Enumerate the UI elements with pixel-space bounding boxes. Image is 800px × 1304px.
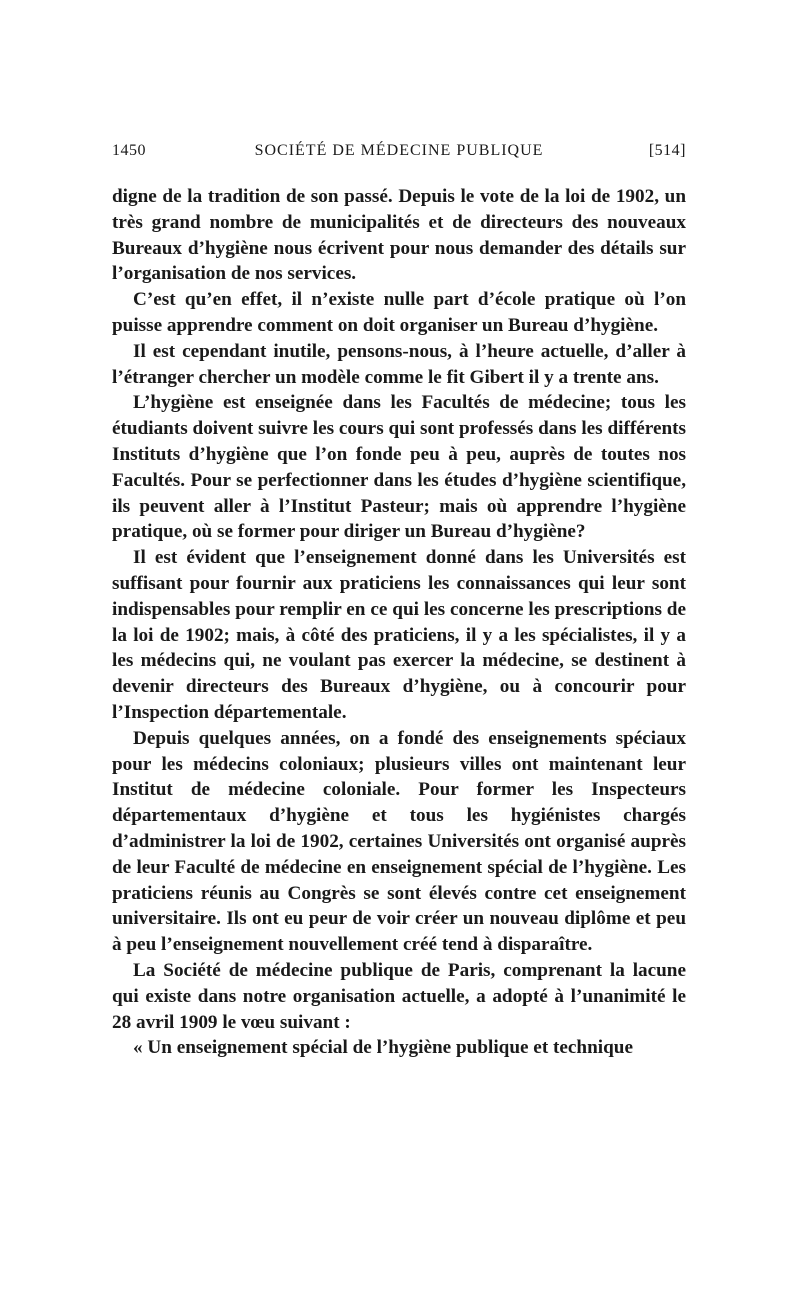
paragraph: Il est cependant inutile, pensons-nous, à l’heure actuelle, d’aller à l’étranger chercher un modèle comme le fit Gibert il y a trente ans. (112, 340, 686, 388)
paragraph: La Société de médecine publique de Paris, comprenant la lacune qui existe dans notre organisation actuelle, a adopté à l’unanimité le 28 avril 1909 le vœu suivant : (112, 959, 686, 1033)
paragraph: C’est qu’en effet, il n’existe nulle part d’école pratique où l’on puisse apprendre comment on doit organiser un Bureau d’hygiène. (112, 289, 686, 336)
paragraph: L’hygiène est enseignée dans les Facultés de médecine; tous les étudiants doivent suivre les cours qui sont professés dans les différents Instituts d’hygiène que l’on fonde peu à peu, auprès de toutes nos Facultés. Pour se perfectionner dans les études d’hygiène scientifique, ils peuvent aller à l’Institut Pasteur; mais où apprendre l’hygiène pratique, où se former pour diriger un Bureau d’hygiène? (112, 392, 686, 543)
paragraph: Depuis quelques années, on a fondé des enseignements spéciaux pour les médecins coloniaux; plusieurs villes ont maintenant leur Institut de médecine coloniale. Pour former les Inspecteurs départementaux d’hygiène et tous les hygiénistes chargés d’administrer la loi de 1902, certaines Universités ont organisé auprès de leur Faculté de médecine en enseignement spécial de l’hygiène. Les praticiens réunis au Congrès se sont élevés contre cet enseignement universitaire. Ils ont eu peur de voir créer un nouveau diplôme et peu à peu l’enseignement nouvellement créé tend à disparaître. (112, 727, 686, 956)
folio-number: [514] (648, 142, 686, 159)
paragraph-continuation: digne de la tradition de son passé. Depuis le vote de la loi de 1902, un très grand nombre de municipalités et de directeurs des nouveaux Bureaux d’hygiène nous écrivent pour nous demander des détails sur l’organisation de nos services. (112, 186, 686, 285)
running-title: SOCIÉTÉ DE MÉDECINE PUBLIQUE (254, 142, 544, 159)
page-number: 1450 (112, 142, 146, 159)
page-header (112, 142, 686, 172)
paragraph: Il est évident que l’enseignement donné dans les Universités est suffisant pour fournir aux praticiens les connaissances qui leur sont indispensables pour remplir en ce qui les concerne les prescriptions de la loi de 1902; mais, à côté des praticiens, il y a les spécialistes, il y a les médecins qui, ne voulant pas exercer la médecine, se destinent à devenir directeurs des Bureaux d’hygiène, ou à concourir pour l’Inspection départementale. (112, 547, 686, 723)
quoted-resolution: « Un enseignement spécial de l’hygiène publique et technique (133, 1037, 633, 1059)
body-text (112, 184, 686, 1061)
